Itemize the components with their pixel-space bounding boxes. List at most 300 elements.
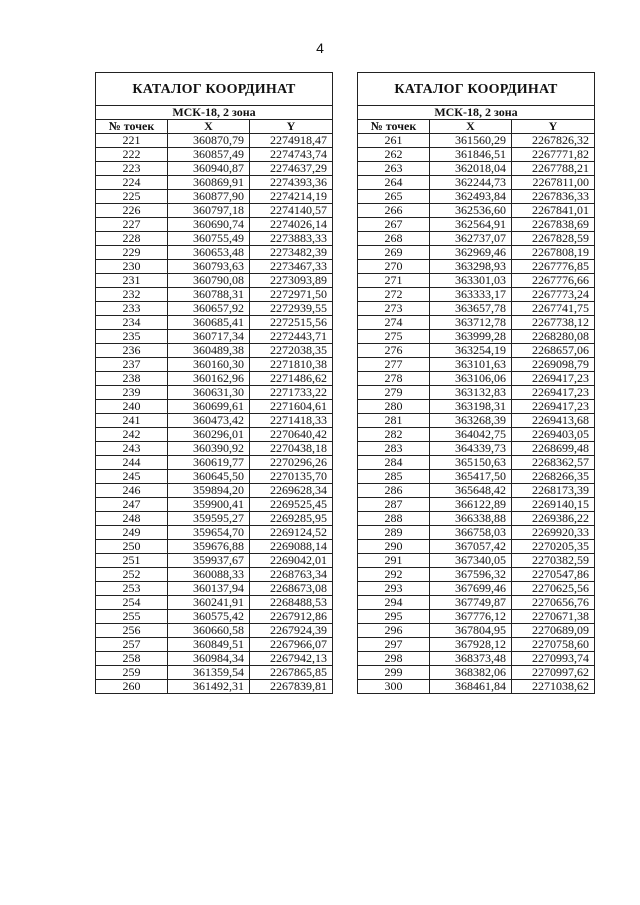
table-row (96, 652, 333, 666)
table-row (358, 288, 595, 302)
x-coordinate-cell: 360869,91 (168, 176, 250, 190)
column-header-x: X (168, 120, 250, 134)
y-coordinate-cell: 2271733,22 (250, 386, 333, 400)
table-row (358, 246, 595, 260)
table-row (358, 526, 595, 540)
table-row (358, 204, 595, 218)
point-number-cell: 230 (96, 260, 168, 274)
table-row (96, 134, 333, 148)
x-coordinate-cell: 360755,49 (168, 232, 250, 246)
y-coordinate-cell: 2271604,61 (250, 400, 333, 414)
table-row (358, 484, 595, 498)
point-number-cell: 227 (96, 218, 168, 232)
x-coordinate-cell: 360660,58 (168, 624, 250, 638)
table-row (96, 204, 333, 218)
y-coordinate-cell: 2270640,42 (250, 428, 333, 442)
table-row (96, 232, 333, 246)
point-number-cell: 240 (96, 400, 168, 414)
y-coordinate-cell: 2268280,08 (512, 330, 595, 344)
x-coordinate-cell: 360296,01 (168, 428, 250, 442)
point-number-cell: 299 (358, 666, 430, 680)
x-coordinate-cell: 367928,12 (430, 638, 512, 652)
point-number-cell: 294 (358, 596, 430, 610)
point-number-cell: 278 (358, 372, 430, 386)
y-coordinate-cell: 2267771,82 (512, 148, 595, 162)
point-number-cell: 276 (358, 344, 430, 358)
x-coordinate-cell: 360870,79 (168, 134, 250, 148)
y-coordinate-cell: 2267942,13 (250, 652, 333, 666)
y-coordinate-cell: 2267924,39 (250, 624, 333, 638)
point-number-cell: 255 (96, 610, 168, 624)
y-coordinate-cell: 2273467,33 (250, 260, 333, 274)
x-coordinate-cell: 359894,20 (168, 484, 250, 498)
point-number-cell: 224 (96, 176, 168, 190)
coordinate-system: МСК-18, 2 зона (96, 106, 333, 120)
x-coordinate-cell: 363657,78 (430, 302, 512, 316)
table-row (96, 512, 333, 526)
y-coordinate-cell: 2268657,06 (512, 344, 595, 358)
point-number-cell: 245 (96, 470, 168, 484)
table-row (358, 386, 595, 400)
x-coordinate-cell: 368461,84 (430, 680, 512, 694)
x-coordinate-cell: 364339,73 (430, 442, 512, 456)
y-coordinate-cell: 2269417,23 (512, 386, 595, 400)
table-row (358, 414, 595, 428)
point-number-cell: 273 (358, 302, 430, 316)
point-number-cell: 262 (358, 148, 430, 162)
table-row (96, 666, 333, 680)
table-row (358, 582, 595, 596)
point-number-cell: 291 (358, 554, 430, 568)
point-number-cell: 247 (96, 498, 168, 512)
point-number-cell: 251 (96, 554, 168, 568)
y-coordinate-cell: 2270625,56 (512, 582, 595, 596)
point-number-cell: 266 (358, 204, 430, 218)
x-coordinate-cell: 359937,67 (168, 554, 250, 568)
table-row (358, 400, 595, 414)
x-coordinate-cell: 367699,46 (430, 582, 512, 596)
x-coordinate-cell: 360619,77 (168, 456, 250, 470)
point-number-cell: 286 (358, 484, 430, 498)
point-number-cell: 257 (96, 638, 168, 652)
point-number-cell: 252 (96, 568, 168, 582)
y-coordinate-cell: 2271038,62 (512, 680, 595, 694)
y-coordinate-cell: 2267788,21 (512, 162, 595, 176)
table-row (96, 246, 333, 260)
y-coordinate-cell: 2269417,23 (512, 400, 595, 414)
table-row (358, 568, 595, 582)
table-row (358, 624, 595, 638)
x-coordinate-cell: 362564,91 (430, 218, 512, 232)
x-coordinate-cell: 360645,50 (168, 470, 250, 484)
y-coordinate-cell: 2267912,86 (250, 610, 333, 624)
y-coordinate-cell: 2268763,34 (250, 568, 333, 582)
x-coordinate-cell: 362737,07 (430, 232, 512, 246)
point-number-cell: 274 (358, 316, 430, 330)
table-row (358, 666, 595, 680)
y-coordinate-cell: 2270547,86 (512, 568, 595, 582)
point-number-cell: 283 (358, 442, 430, 456)
x-coordinate-cell: 360088,33 (168, 568, 250, 582)
table-row (96, 554, 333, 568)
table-row (96, 302, 333, 316)
x-coordinate-cell: 360877,90 (168, 190, 250, 204)
x-coordinate-cell: 360797,18 (168, 204, 250, 218)
x-coordinate-cell: 362493,84 (430, 190, 512, 204)
y-coordinate-cell: 2271810,38 (250, 358, 333, 372)
point-number-cell: 253 (96, 582, 168, 596)
y-coordinate-cell: 2274214,19 (250, 190, 333, 204)
y-coordinate-cell: 2267773,24 (512, 288, 595, 302)
point-number-cell: 263 (358, 162, 430, 176)
point-number-cell: 250 (96, 540, 168, 554)
table-row (96, 218, 333, 232)
point-number-cell: 221 (96, 134, 168, 148)
x-coordinate-cell: 360984,34 (168, 652, 250, 666)
table-row (358, 442, 595, 456)
x-coordinate-cell: 367057,42 (430, 540, 512, 554)
y-coordinate-cell: 2272971,50 (250, 288, 333, 302)
table-row (96, 680, 333, 694)
y-coordinate-cell: 2270656,76 (512, 596, 595, 610)
y-coordinate-cell: 2274393,36 (250, 176, 333, 190)
table-row (96, 414, 333, 428)
y-coordinate-cell: 2269088,14 (250, 540, 333, 554)
point-number-cell: 239 (96, 386, 168, 400)
y-coordinate-cell: 2267826,32 (512, 134, 595, 148)
x-coordinate-cell: 360685,41 (168, 316, 250, 330)
point-number-cell: 231 (96, 274, 168, 288)
x-coordinate-cell: 360657,92 (168, 302, 250, 316)
point-number-cell: 264 (358, 176, 430, 190)
coordinate-catalog-left (95, 72, 333, 694)
point-number-cell: 222 (96, 148, 168, 162)
column-header-x: X (430, 120, 512, 134)
point-number-cell: 271 (358, 274, 430, 288)
point-number-cell: 234 (96, 316, 168, 330)
x-coordinate-cell: 362969,46 (430, 246, 512, 260)
y-coordinate-cell: 2271418,33 (250, 414, 333, 428)
table-row (358, 260, 595, 274)
y-coordinate-cell: 2272038,35 (250, 344, 333, 358)
catalog-title: КАТАЛОГ КООРДИНАТ (358, 73, 595, 106)
point-number-cell: 284 (358, 456, 430, 470)
table-row (358, 274, 595, 288)
x-coordinate-cell: 360690,74 (168, 218, 250, 232)
y-coordinate-cell: 2270205,35 (512, 540, 595, 554)
table-row (358, 638, 595, 652)
point-number-cell: 223 (96, 162, 168, 176)
point-number-cell: 292 (358, 568, 430, 582)
table-row (96, 498, 333, 512)
x-coordinate-cell: 360575,42 (168, 610, 250, 624)
x-coordinate-cell: 360699,61 (168, 400, 250, 414)
x-coordinate-cell: 360489,38 (168, 344, 250, 358)
x-coordinate-cell: 363198,31 (430, 400, 512, 414)
y-coordinate-cell: 2269386,22 (512, 512, 595, 526)
table-row (96, 400, 333, 414)
coordinate-system: МСК-18, 2 зона (358, 106, 595, 120)
point-number-cell: 244 (96, 456, 168, 470)
x-coordinate-cell: 365150,63 (430, 456, 512, 470)
y-coordinate-cell: 2270997,62 (512, 666, 595, 680)
y-coordinate-cell: 2267836,33 (512, 190, 595, 204)
x-coordinate-cell: 360857,49 (168, 148, 250, 162)
x-coordinate-cell: 359676,88 (168, 540, 250, 554)
table-row (358, 176, 595, 190)
x-coordinate-cell: 368382,06 (430, 666, 512, 680)
column-header-y: Y (512, 120, 595, 134)
point-number-cell: 279 (358, 386, 430, 400)
point-number-cell: 298 (358, 652, 430, 666)
y-coordinate-cell: 2270689,09 (512, 624, 595, 638)
y-coordinate-cell: 2271486,62 (250, 372, 333, 386)
point-number-cell: 246 (96, 484, 168, 498)
point-number-cell: 296 (358, 624, 430, 638)
catalog-body (358, 134, 595, 694)
point-number-cell: 289 (358, 526, 430, 540)
table-row (358, 218, 595, 232)
point-number-cell: 242 (96, 428, 168, 442)
x-coordinate-cell: 360241,91 (168, 596, 250, 610)
point-number-cell: 277 (358, 358, 430, 372)
table-row (358, 540, 595, 554)
x-coordinate-cell: 367776,12 (430, 610, 512, 624)
table-row (96, 456, 333, 470)
point-number-cell: 285 (358, 470, 430, 484)
page-number: 4 (316, 40, 324, 56)
y-coordinate-cell: 2273093,89 (250, 274, 333, 288)
y-coordinate-cell: 2267776,85 (512, 260, 595, 274)
point-number-cell: 270 (358, 260, 430, 274)
table-row (96, 624, 333, 638)
x-coordinate-cell: 360790,08 (168, 274, 250, 288)
y-coordinate-cell: 2268673,08 (250, 582, 333, 596)
point-number-cell: 281 (358, 414, 430, 428)
point-number-cell: 243 (96, 442, 168, 456)
table-row (96, 638, 333, 652)
point-number-cell: 229 (96, 246, 168, 260)
y-coordinate-cell: 2267865,85 (250, 666, 333, 680)
x-coordinate-cell: 360162,96 (168, 372, 250, 386)
y-coordinate-cell: 2269042,01 (250, 554, 333, 568)
point-number-cell: 233 (96, 302, 168, 316)
table-row (96, 582, 333, 596)
point-number-cell: 265 (358, 190, 430, 204)
y-coordinate-cell: 2274918,47 (250, 134, 333, 148)
table-row (96, 358, 333, 372)
x-coordinate-cell: 360940,87 (168, 162, 250, 176)
point-number-cell: 267 (358, 218, 430, 232)
x-coordinate-cell: 363298,93 (430, 260, 512, 274)
point-number-cell: 260 (96, 680, 168, 694)
y-coordinate-cell: 2268362,57 (512, 456, 595, 470)
point-number-cell: 297 (358, 638, 430, 652)
y-coordinate-cell: 2274743,74 (250, 148, 333, 162)
y-coordinate-cell: 2267838,69 (512, 218, 595, 232)
point-number-cell: 241 (96, 414, 168, 428)
y-coordinate-cell: 2272515,56 (250, 316, 333, 330)
table-row (358, 344, 595, 358)
point-number-cell: 235 (96, 330, 168, 344)
catalog-body (96, 134, 333, 694)
table-row (96, 162, 333, 176)
point-number-cell: 259 (96, 666, 168, 680)
y-coordinate-cell: 2267741,75 (512, 302, 595, 316)
table-row (358, 428, 595, 442)
point-number-cell: 295 (358, 610, 430, 624)
point-number-cell: 287 (358, 498, 430, 512)
x-coordinate-cell: 367749,87 (430, 596, 512, 610)
x-coordinate-cell: 359654,70 (168, 526, 250, 540)
table-row (358, 652, 595, 666)
table-row (96, 330, 333, 344)
point-number-cell: 232 (96, 288, 168, 302)
y-coordinate-cell: 2268488,53 (250, 596, 333, 610)
point-number-cell: 238 (96, 372, 168, 386)
point-number-cell: 249 (96, 526, 168, 540)
column-header-point-number: № точек (358, 120, 430, 134)
point-number-cell: 258 (96, 652, 168, 666)
point-number-cell: 261 (358, 134, 430, 148)
table-row (358, 358, 595, 372)
y-coordinate-cell: 2274637,29 (250, 162, 333, 176)
x-coordinate-cell: 360137,94 (168, 582, 250, 596)
coordinate-catalog-right (357, 72, 595, 694)
table-row (358, 610, 595, 624)
table-row (96, 470, 333, 484)
point-number-cell: 280 (358, 400, 430, 414)
x-coordinate-cell: 360473,42 (168, 414, 250, 428)
y-coordinate-cell: 2270438,18 (250, 442, 333, 456)
y-coordinate-cell: 2267808,19 (512, 246, 595, 260)
x-coordinate-cell: 360793,63 (168, 260, 250, 274)
y-coordinate-cell: 2269403,05 (512, 428, 595, 442)
y-coordinate-cell: 2274140,57 (250, 204, 333, 218)
y-coordinate-cell: 2269140,15 (512, 498, 595, 512)
x-coordinate-cell: 362244,73 (430, 176, 512, 190)
table-row (358, 190, 595, 204)
x-coordinate-cell: 365417,50 (430, 470, 512, 484)
x-coordinate-cell: 368373,48 (430, 652, 512, 666)
x-coordinate-cell: 363999,28 (430, 330, 512, 344)
y-coordinate-cell: 2270135,70 (250, 470, 333, 484)
table-row (96, 484, 333, 498)
table-row (96, 288, 333, 302)
x-coordinate-cell: 360160,30 (168, 358, 250, 372)
x-coordinate-cell: 363333,17 (430, 288, 512, 302)
point-number-cell: 282 (358, 428, 430, 442)
table-row (96, 442, 333, 456)
y-coordinate-cell: 2267966,07 (250, 638, 333, 652)
x-coordinate-cell: 360788,31 (168, 288, 250, 302)
x-coordinate-cell: 364042,75 (430, 428, 512, 442)
x-coordinate-cell: 366122,89 (430, 498, 512, 512)
x-coordinate-cell: 366758,03 (430, 526, 512, 540)
point-number-cell: 293 (358, 582, 430, 596)
table-row (358, 680, 595, 694)
point-number-cell: 228 (96, 232, 168, 246)
table-row (96, 176, 333, 190)
y-coordinate-cell: 2269124,52 (250, 526, 333, 540)
y-coordinate-cell: 2269285,95 (250, 512, 333, 526)
table-row (358, 372, 595, 386)
table-row (96, 274, 333, 288)
x-coordinate-cell: 367804,95 (430, 624, 512, 638)
table-row (96, 148, 333, 162)
x-coordinate-cell: 366338,88 (430, 512, 512, 526)
x-coordinate-cell: 362536,60 (430, 204, 512, 218)
x-coordinate-cell: 360849,51 (168, 638, 250, 652)
x-coordinate-cell: 361359,54 (168, 666, 250, 680)
x-coordinate-cell: 363106,06 (430, 372, 512, 386)
table-row (358, 148, 595, 162)
y-coordinate-cell: 2269628,34 (250, 484, 333, 498)
y-coordinate-cell: 2270382,59 (512, 554, 595, 568)
x-coordinate-cell: 361846,51 (430, 148, 512, 162)
x-coordinate-cell: 367340,05 (430, 554, 512, 568)
table-row (358, 330, 595, 344)
table-row (96, 596, 333, 610)
y-coordinate-cell: 2272939,55 (250, 302, 333, 316)
y-coordinate-cell: 2269098,79 (512, 358, 595, 372)
table-row (358, 596, 595, 610)
point-number-cell: 275 (358, 330, 430, 344)
y-coordinate-cell: 2268173,39 (512, 484, 595, 498)
point-number-cell: 288 (358, 512, 430, 526)
table-row (358, 162, 595, 176)
table-row (358, 554, 595, 568)
point-number-cell: 236 (96, 344, 168, 358)
x-coordinate-cell: 359595,27 (168, 512, 250, 526)
x-coordinate-cell: 365648,42 (430, 484, 512, 498)
column-header-y: Y (250, 120, 333, 134)
x-coordinate-cell: 359900,41 (168, 498, 250, 512)
table-row (358, 512, 595, 526)
table-row (96, 316, 333, 330)
x-coordinate-cell: 367596,32 (430, 568, 512, 582)
point-number-cell: 248 (96, 512, 168, 526)
table-row (96, 610, 333, 624)
table-row (96, 344, 333, 358)
y-coordinate-cell: 2267828,59 (512, 232, 595, 246)
table-row (96, 190, 333, 204)
x-coordinate-cell: 363101,63 (430, 358, 512, 372)
point-number-cell: 300 (358, 680, 430, 694)
y-coordinate-cell: 2274026,14 (250, 218, 333, 232)
y-coordinate-cell: 2267776,66 (512, 274, 595, 288)
y-coordinate-cell: 2268699,48 (512, 442, 595, 456)
y-coordinate-cell: 2270993,74 (512, 652, 595, 666)
y-coordinate-cell: 2270758,60 (512, 638, 595, 652)
y-coordinate-cell: 2269413,68 (512, 414, 595, 428)
table-row (358, 470, 595, 484)
point-number-cell: 268 (358, 232, 430, 246)
column-header-point-number: № точек (96, 120, 168, 134)
point-number-cell: 254 (96, 596, 168, 610)
y-coordinate-cell: 2268266,35 (512, 470, 595, 484)
table-row (96, 526, 333, 540)
point-number-cell: 225 (96, 190, 168, 204)
x-coordinate-cell: 363712,78 (430, 316, 512, 330)
x-coordinate-cell: 362018,04 (430, 162, 512, 176)
point-number-cell: 237 (96, 358, 168, 372)
y-coordinate-cell: 2267811,00 (512, 176, 595, 190)
table-row (96, 372, 333, 386)
y-coordinate-cell: 2267839,81 (250, 680, 333, 694)
table-row (358, 316, 595, 330)
table-row (96, 386, 333, 400)
